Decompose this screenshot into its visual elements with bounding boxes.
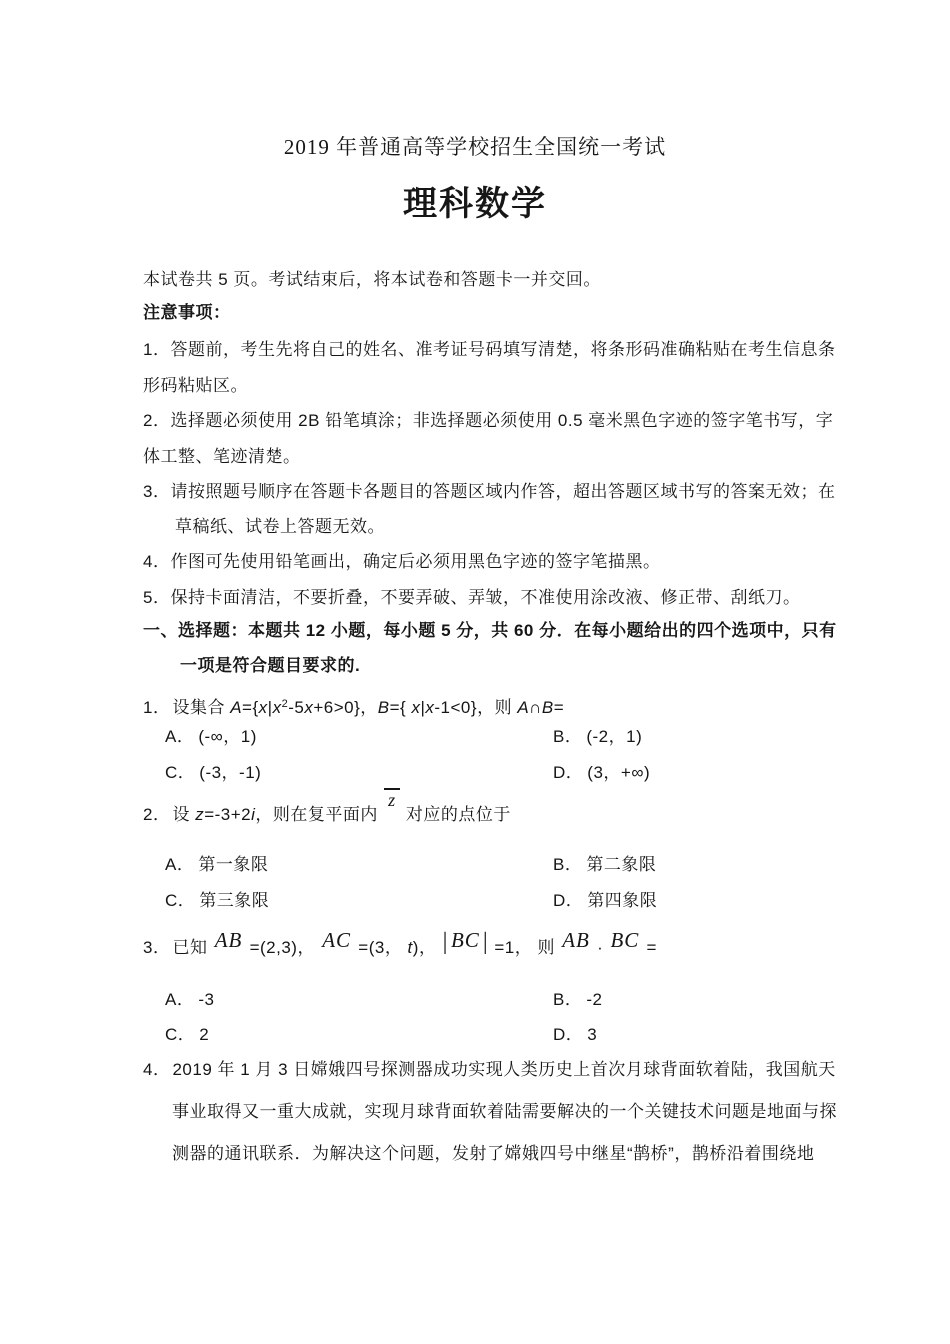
q1-option-a-label: A． — [165, 727, 195, 746]
math-segment: B — [377, 698, 390, 717]
math-segment: x — [272, 698, 282, 717]
q3-option-b — [553, 990, 602, 1010]
q3-option-d-label: D． — [553, 1025, 584, 1044]
q1-option-a — [165, 727, 257, 747]
math-segment: ={ — [242, 698, 259, 717]
math-segment: x — [425, 698, 435, 717]
q3-option-c-text: 2 — [199, 1025, 210, 1044]
math-segment: B — [541, 698, 554, 717]
note-line-2a: 2．选择题必须使用 2B 铅笔填涂；非选择题必须使用 0.5 毫米黑色字迹的签字笔书写，字 — [143, 411, 834, 430]
math-segment: x — [304, 698, 314, 717]
math-segment: 设集合 — [172, 698, 231, 717]
exam-title: 2019 年普通高等学校招生全国统一考试 — [283, 135, 667, 159]
exam-info: 本试卷共 5 页。考试结束后，将本试卷和答题卡一并交回。 — [143, 270, 601, 289]
math-segment: 对应的点位于 — [400, 805, 511, 824]
math-segment: 则 — [537, 938, 561, 957]
note-line-4: 4．作图可先使用铅笔画出，确定后必须用黑色字迹的签字笔描黑。 — [143, 552, 661, 571]
math-segment: z — [384, 788, 400, 809]
math-segment: | — [482, 929, 489, 955]
question-3-stem — [143, 928, 657, 958]
q1-option-b-text: (-2，1) — [586, 727, 643, 746]
q3-option-d — [553, 1025, 597, 1045]
q3-option-b-text: -2 — [586, 990, 603, 1009]
math-segment: =-3+2 — [204, 805, 252, 824]
question-4-line-2: 事业取得又一重大成就，实现月球背面软着陆需要解决的一个关键技术问题是地面与探 — [172, 1102, 837, 1121]
notes-heading: 注意事项： — [143, 303, 231, 322]
math-segment: · — [591, 938, 609, 957]
section-one-heading-line-2: 一项是符合题目要求的. — [180, 656, 361, 675]
subject-title: 理科数学 — [403, 185, 547, 223]
question-1-number: 1． — [143, 698, 171, 717]
question-4-line-3: 测器的通讯联系．为解决这个问题，发射了嫦娥四号中继星“鹊桥”，鹊桥沿着围绕地 — [172, 1144, 815, 1163]
math-segment: A — [517, 698, 530, 717]
math-segment: +6>0}， — [313, 698, 378, 717]
question-3-math — [172, 928, 657, 957]
math-segment: =1， — [489, 938, 538, 957]
q2-option-d-label: D． — [553, 891, 584, 910]
q2-option-b-text: 第二象限 — [586, 855, 657, 874]
question-2-math — [172, 790, 511, 824]
section-one-heading-line-1: 一、选择题：本题共 12 小题，每小题 5 分，共 60 分．在每小题给出的四个选项中，只有 — [143, 621, 837, 640]
q2-option-d-text: 第四象限 — [587, 891, 658, 910]
math-segment: 2 — [281, 698, 289, 710]
q2-option-b-label: B． — [553, 855, 583, 874]
note-line-1b: 形码粘贴区。 — [143, 376, 248, 395]
q1-option-b-label: B． — [553, 727, 583, 746]
question-2-stem — [143, 790, 511, 825]
math-segment: 已知 — [172, 938, 213, 957]
math-segment: -5 — [288, 698, 305, 717]
math-segment: -1<0}， — [434, 698, 495, 717]
note-line-3b: 草稿纸、试卷上答题无效。 — [175, 517, 385, 536]
math-segment: = — [553, 698, 565, 717]
math-segment: A — [230, 698, 243, 717]
question-1-math — [172, 698, 564, 717]
q3-option-a-text: -3 — [198, 990, 215, 1009]
math-segment: AC — [322, 928, 352, 952]
math-segment: x — [258, 698, 268, 717]
note-line-5: 5．保持卡面清洁，不要折叠，不要弄破、弄皱，不准使用涂改液、修正带、刮纸刀。 — [143, 588, 801, 607]
q1-option-d-text: (3，+∞) — [587, 763, 651, 782]
q1-option-c — [165, 763, 261, 783]
math-segment: 设 — [172, 805, 196, 824]
q3-option-a — [165, 990, 214, 1010]
note-line-1a: 1．答题前，考生先将自己的姓名、准考证号码填写清楚，将条形码准确粘贴在考生信息条 — [143, 340, 836, 359]
math-segment: AB — [214, 928, 243, 952]
q2-option-c-label: C． — [165, 891, 196, 910]
q3-option-b-label: B． — [553, 990, 583, 1009]
q2-option-a-label: A． — [165, 855, 195, 874]
q1-option-b — [553, 727, 642, 747]
math-segment: = — [641, 938, 657, 957]
q3-option-d-text: 3 — [587, 1025, 598, 1044]
math-segment: )， — [412, 938, 442, 957]
math-segment: x — [411, 698, 421, 717]
question-1-stem — [143, 694, 564, 718]
q3-option-c — [165, 1025, 209, 1045]
note-line-3a: 3．请按照题号顺序在答题卡各题目的答题区域内作答，超出答题区域书写的答案无效；在 — [143, 482, 836, 501]
math-segment: ={ — [389, 698, 412, 717]
q2-option-a — [165, 855, 268, 875]
question-4-line-1 — [143, 1060, 836, 1080]
math-segment: 则 — [494, 698, 518, 717]
question-3-number: 3． — [143, 938, 171, 957]
question-4-number: 4． — [143, 1060, 171, 1079]
math-segment: BC — [610, 928, 640, 952]
math-segment: AB — [562, 928, 590, 952]
q3-option-c-label: C． — [165, 1025, 196, 1044]
question-2-number: 2． — [143, 805, 171, 824]
math-segment: =(2,3)， — [244, 938, 321, 957]
math-segment: z — [195, 805, 205, 824]
note-line-2b: 体工整、笔迹清楚。 — [143, 447, 301, 466]
math-segment: ∩ — [529, 698, 542, 717]
math-segment: i — [251, 805, 256, 824]
math-segment: | — [267, 698, 273, 717]
q1-option-d — [553, 763, 650, 783]
q1-option-a-text: (-∞，1) — [198, 727, 257, 746]
q2-option-d — [553, 891, 657, 911]
q1-option-c-label: C． — [165, 763, 196, 782]
math-segment: ，则在复平面内 — [255, 805, 384, 824]
q2-option-c — [165, 891, 269, 911]
question-4-text-1: 2019 年 1 月 3 日嫦娥四号探测器成功实现人类历史上首次月球背面软着陆，我国航天 — [172, 1060, 836, 1079]
q2-option-b — [553, 855, 656, 875]
q1-option-d-label: D． — [553, 763, 584, 782]
q3-option-a-label: A． — [165, 990, 195, 1009]
math-segment: | — [420, 698, 426, 717]
q1-option-c-text: (-3，-1) — [199, 763, 262, 782]
q2-option-c-text: 第三象限 — [199, 891, 270, 910]
q2-option-a-text: 第一象限 — [198, 855, 269, 874]
math-segment: t — [407, 938, 413, 957]
math-segment: =(3， — [353, 938, 408, 957]
math-segment: | — [442, 929, 448, 955]
math-segment: BC — [450, 928, 480, 952]
